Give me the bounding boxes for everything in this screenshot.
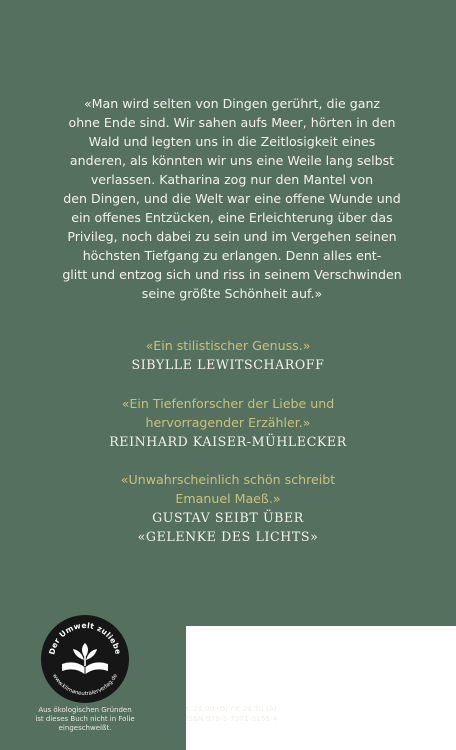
barcode-label-area [186, 626, 456, 750]
quote-text: «Unwahrscheinlich schön schreibt [120, 472, 336, 487]
review-quote [40, 394, 416, 451]
blurb-line: verlassen. Katharina zog nur den Mantel von [90, 172, 374, 187]
blurb-line: seine größte Schönheit auf.» [141, 286, 323, 301]
blurb-line: höchsten Tiefgang zu erlangen. Denn alles ent- [82, 248, 382, 263]
quote-text: hervorragender Erzähler.» [145, 415, 311, 430]
eco-badge [40, 614, 130, 704]
review-quote [40, 336, 416, 374]
blurb-line: ohne Ende sind. Wir sahen aufs Meer, hörten in den [68, 115, 396, 130]
blurb-line: Privileg, noch dabei zu sein und im Vergehen seinen [67, 229, 397, 244]
quote-text: «Ein Tiefenforscher der Liebe und [121, 396, 335, 411]
quote-text: «Ein stilistischer Genuss.» [145, 338, 311, 353]
blurb-line: glitt und entzog sich und riss in seinem Verschwinden [62, 267, 402, 282]
eco-note [30, 706, 140, 733]
quote-author: GUSTAV SEIBT ÜBER [152, 510, 304, 525]
blurb-line: den Dingen, und die Welt war eine offene Wunde und [63, 191, 401, 206]
blurb-line: anderen, als könnten wir uns eine Weile lang selbst [69, 153, 395, 168]
eco-note-line: eingeschweißt. [58, 724, 112, 732]
eco-badge-top-text: Der Umwelt zuliebe [47, 620, 123, 656]
isbn: ISBN 978-3-7371-0155-4 [186, 714, 278, 723]
price-isbn [186, 704, 306, 724]
quote-author: SIBYLLE LEWITSCHAROFF [131, 357, 325, 372]
quote-author: REINHARD KAISER-MÜHLECKER [109, 434, 347, 449]
blurb-line: «Man wird selten von Dingen gerührt, die ganz [83, 96, 381, 111]
eco-badge-bottom-text: www.klimaneutralerverlag.de [51, 673, 119, 698]
blurb-line: Wald und legten uns in die Zeitlosigkeit eines [88, 134, 376, 149]
quote-text: Emanuel Maeß.» [175, 491, 281, 506]
quote-author: «GELENKE DES LICHTS» [137, 529, 319, 544]
blurb-line: ein offenes Entzücken, eine Erleichterung über das [71, 210, 393, 225]
price: € 24.00 (D) / € 24.70 (A) [186, 704, 277, 713]
blurb-excerpt [56, 94, 408, 303]
review-quote [40, 470, 416, 546]
eco-note-line: Aus ökologischen Gründen [38, 706, 132, 714]
eco-note-line: ist dieses Buch nicht in Folie [35, 715, 135, 723]
